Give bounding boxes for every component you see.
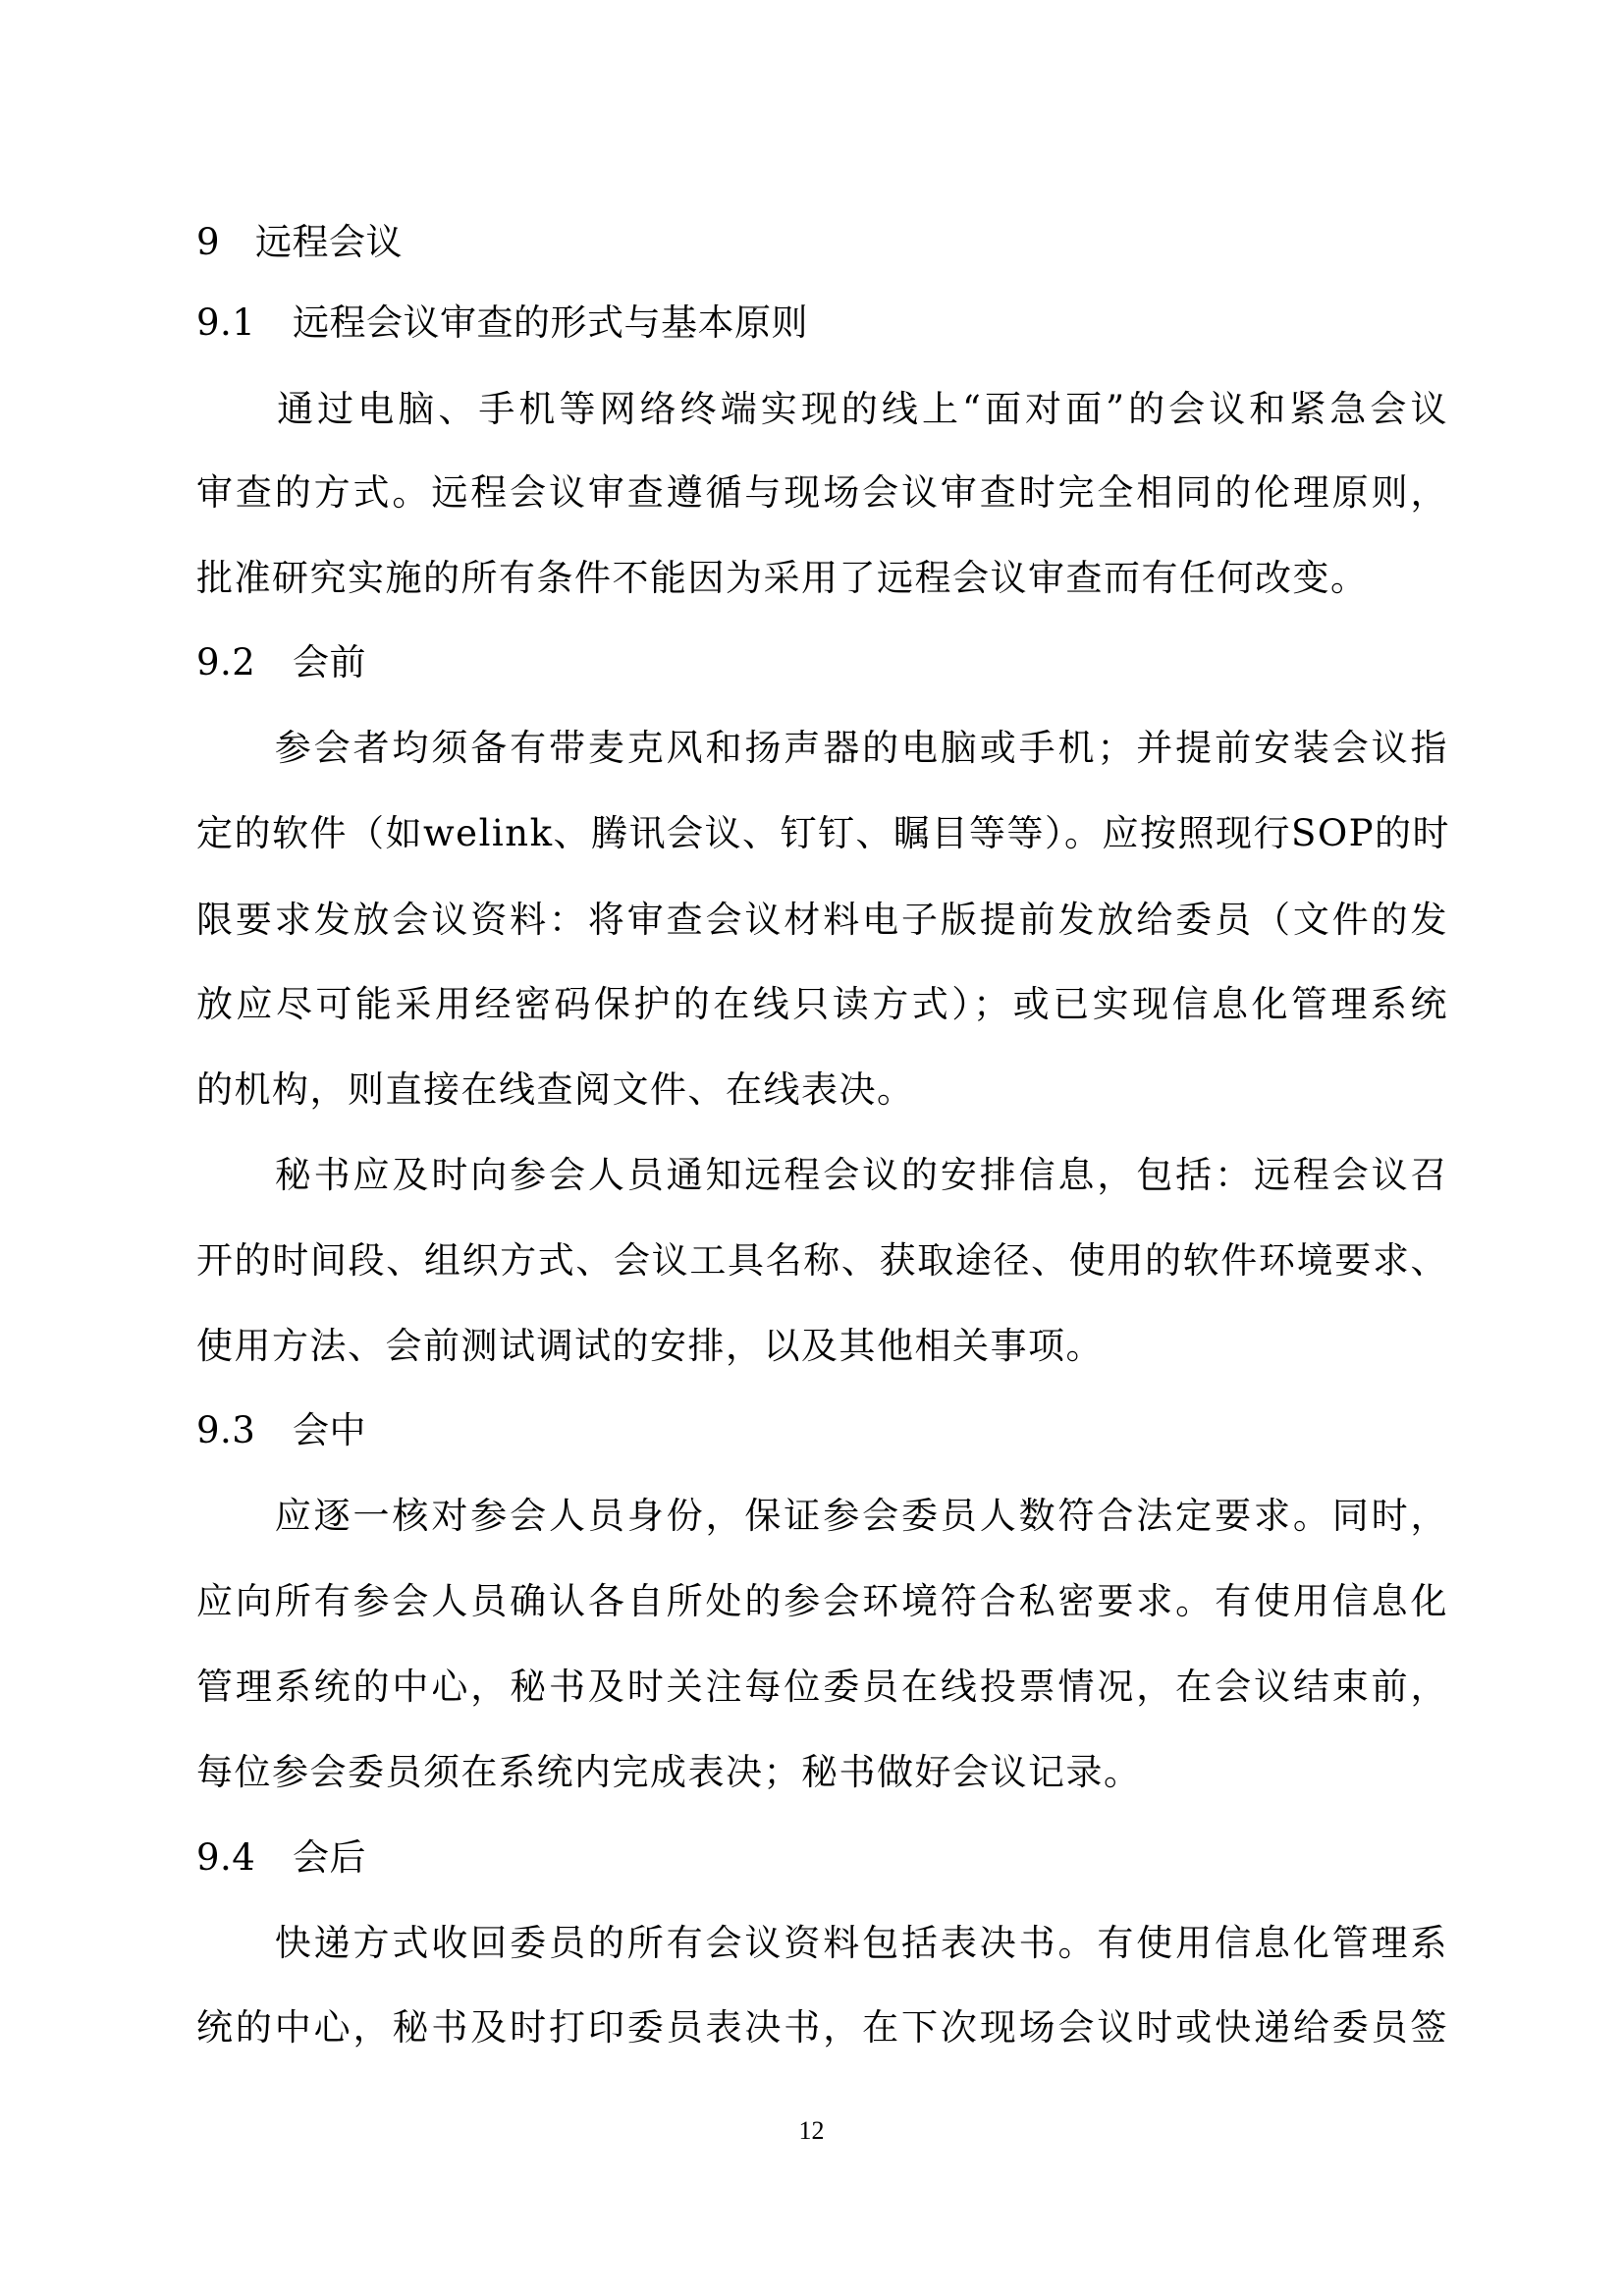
- paragraph-line: 参会者均须备有带麦克风和扬声器的电脑或手机；并提前安装会议指: [196, 727, 1448, 769]
- paragraph-line: 管理系统的中心，秘书及时关注每位委员在线投票情况，在会议结束前，: [196, 1666, 1448, 1708]
- paragraph-line: 开的时间段、组织方式、会议工具名称、获取途径、使用的软件环境要求、: [196, 1239, 1448, 1282]
- paragraph-line: 批准研究实施的所有条件不能因为采用了远程会议审查而有任何改变。: [196, 557, 1369, 599]
- paragraph-line: 统的中心，秘书及时打印委员表决书，在下次现场会议时或快递给委员签: [196, 2006, 1448, 2049]
- section-title: 会后: [293, 1836, 366, 1879]
- section-number: 9.1: [196, 301, 256, 344]
- paragraph-line: 审查的方式。远程会议审查遵循与现场会议审查时完全相同的伦理原则，: [196, 471, 1448, 514]
- section-title: 会前: [293, 641, 366, 683]
- section-title: 远程会议审查的形式与基本原则: [293, 301, 808, 344]
- paragraph-line: 快递方式收回委员的所有会议资料包括表决书。有使用信息化管理系: [196, 1922, 1448, 1964]
- paragraph-line: 放应尽可能采用经密码保护的在线只读方式）；或已实现信息化管理系统: [196, 983, 1448, 1025]
- paragraph-line: 应逐一核对参会人员身份，保证参会委员人数符合法定要求。同时，: [196, 1495, 1448, 1537]
- section-title: 远程会议: [255, 221, 403, 263]
- paragraph-line: 秘书应及时向参会人员通知远程会议的安排信息，包括：远程会议召: [196, 1154, 1448, 1196]
- section-heading: [196, 301, 1448, 344]
- section-heading: [196, 1836, 1448, 1879]
- section-number: 9.3: [196, 1409, 256, 1451]
- paragraph-line: 应向所有参会人员确认各自所处的参会环境符合私密要求。有使用信息化: [196, 1580, 1448, 1622]
- section-number: 9.4: [196, 1836, 256, 1879]
- paragraph-line: 定的软件（如welink、腾讯会议、钉钉、瞩目等等）。应按照现行SOP的时: [196, 812, 1451, 854]
- section-heading: [196, 221, 1448, 263]
- section-number: 9.2: [196, 641, 256, 683]
- paragraph-line: 的机构，则直接在线查阅文件、在线表决。: [196, 1068, 915, 1111]
- section-title: 会中: [293, 1409, 366, 1451]
- section-heading: [196, 641, 1448, 683]
- section-heading: [196, 1409, 1448, 1451]
- paragraph-line: 限要求发放会议资料：将审查会议材料电子版提前发放给委员（文件的发: [196, 899, 1448, 941]
- page-number: 12: [798, 2116, 825, 2145]
- paragraph-line: 使用方法、会前测试调试的安排，以及其他相关事项。: [196, 1325, 1104, 1367]
- paragraph-line: 通过电脑、手机等网络终端实现的线上“面对面”的会议和紧急会议: [196, 388, 1448, 430]
- section-number: 9: [196, 221, 221, 263]
- paragraph-line: 每位参会委员须在系统内完成表决；秘书做好会议记录。: [196, 1751, 1142, 1793]
